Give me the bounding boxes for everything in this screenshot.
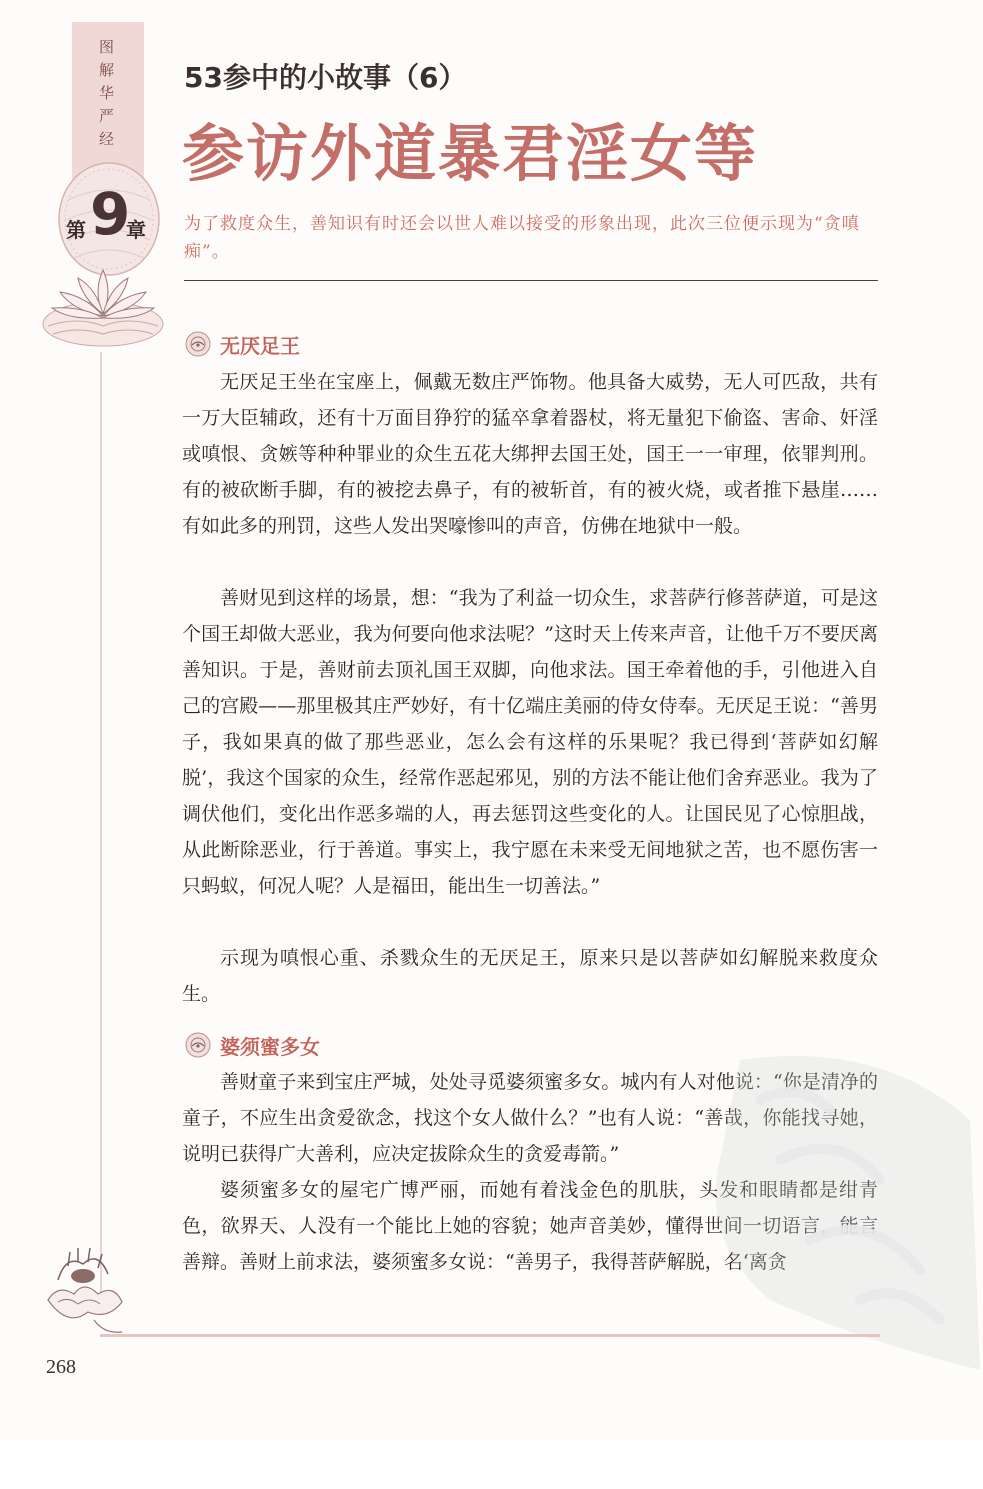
page-title: 参访外道暴君淫女等 bbox=[182, 117, 759, 190]
paragraph: 无厌足王坐在宝座上，佩戴无数庄严饰物。他具备大威势，无人可匹敌，共有一万大臣辅政，还有十万面目狰狞的猛卒拿着器杖，将无量犯下偷盗、害命、奸淫或嗔恨、贪嫉等种种罪业的众生五花大绑押去国王处，国王一一审理，依罪判刑。有的被砍断手脚，有的被挖去鼻子，有的被斩首，有的被火烧，或者推下悬崖……有如此多的刑罚，这些人发出哭嚎惨叫的声音，仿佛在地狱中一般。 bbox=[182, 371, 878, 537]
paragraph: 婆须蜜多女的屋宅广博严丽，而她有着浅金色的肌肤，头发和眼睛都是绀青色，欲界天、人没有一个能比上她的容貌；她声音美妙，懂得世间一切语言，能言善辩。善财上前求法，婆须蜜多女说：“善男子，我得菩萨解脱，名‘离贪 bbox=[182, 1179, 878, 1273]
page-number: 268 bbox=[46, 1356, 76, 1378]
sidebar-divider bbox=[100, 352, 102, 1292]
header-divider bbox=[184, 280, 878, 281]
chapter-suffix: 章 bbox=[126, 218, 146, 242]
section-title: 婆须蜜多女 bbox=[220, 1034, 320, 1059]
chapter-label bbox=[60, 180, 160, 254]
book-title-char: 解 bbox=[98, 61, 115, 79]
book-title-char: 严 bbox=[98, 107, 115, 125]
scan-margin bbox=[0, 1440, 983, 1489]
book-title-char: 华 bbox=[98, 84, 115, 102]
book-title-vertical bbox=[96, 36, 118, 151]
lotus-icon bbox=[38, 262, 168, 352]
page-subtitle: 53参中的小故事（6） bbox=[184, 61, 467, 94]
cloud-ornament-icon bbox=[38, 1240, 128, 1335]
dharma-wheel-icon bbox=[184, 330, 212, 358]
dharma-wheel-icon bbox=[184, 1031, 212, 1059]
paragraph: 善财见到这样的场景，想：“我为了利益一切众生，求菩萨行修菩萨道，可是这个国王却做大恶业，我为何要向他求法呢？”这时天上传来声音，让他千万不要厌离善知识。于是，善财前去顶礼国王双脚，向他求法。国王牵着他的手，引他进入自己的宫殿——那里极其庄严妙好，有十亿端庄美丽的侍女侍奉。无厌足王说：“善男子，我如果真的做了那些恶业，怎么会有这样的乐果呢？我已得到‘菩萨如幻解脱’，我这个国家的众生，经常作恶起邪见，别的方法不能让他们舍弃恶业。我为了调伏他们，变化出作恶多端的人，再去惩罚这些变化的人。让国民见了心惊胆战，从此断除恶业，行于善道。事实上，我宁愿在未来受无间地狱之苦，也不愿伤害一只蚂蚁，何况人呢？人是福田，能出生一切善法。” bbox=[182, 587, 878, 897]
footer-divider bbox=[100, 1334, 880, 1337]
paragraph: 示现为嗔恨心重、杀戮众生的无厌足王，原来只是以菩萨如幻解脱来救度众生。 bbox=[182, 947, 878, 1005]
book-title-char: 图 bbox=[98, 38, 115, 56]
paragraph: 善财童子来到宝庄严城，处处寻觅婆须蜜多女。城内有人对他说：“你是清净的童子，不应生出贪爱欲念，找这个女人做什么？”也有人说：“善哉，你能找寻她，说明已获得广大善利，应决定拔除众生的贪爱毒箭。” bbox=[182, 1071, 878, 1165]
book-title-char: 经 bbox=[98, 130, 115, 148]
section-title: 无厌足王 bbox=[220, 333, 300, 358]
intro-text: 为了救度众生，善知识有时还会以世人难以接受的形象出现，此次三位便示现为“贪嗔痴”。 bbox=[184, 214, 860, 262]
section-heading bbox=[184, 1030, 320, 1060]
seal-watermark bbox=[680, 1040, 980, 1370]
section-heading bbox=[184, 329, 300, 359]
chapter-number: 9 bbox=[90, 180, 131, 248]
chapter-prefix: 第 bbox=[66, 218, 86, 242]
